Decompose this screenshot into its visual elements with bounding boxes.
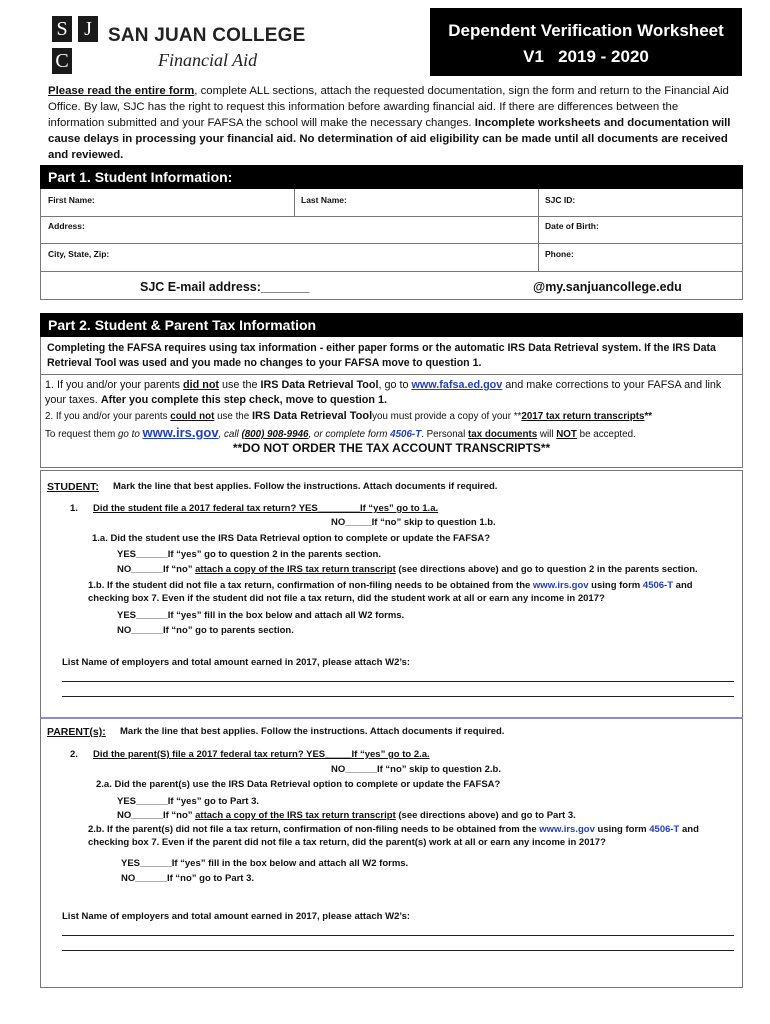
student-employers-line-1[interactable] <box>62 681 734 682</box>
item2-transcripts: 2017 tax return transcripts <box>521 411 645 422</box>
student-instruction: Mark the line that best applies. Follow the instructions. Attach documents if required. <box>113 481 498 492</box>
q2a-no-a: NO______If “no” <box>117 810 196 821</box>
form-title-box <box>430 8 742 76</box>
item1-f: and make corrections to your FAFSA and link your taxes. <box>45 379 722 406</box>
email-domain: @my.sanjuancollege.edu <box>533 280 682 294</box>
department-name: Financial Aid <box>158 50 258 70</box>
request-h: NOT <box>556 429 577 440</box>
part2-intro: Completing the FAFSA requires using tax information - either paper forms or the automatic IRS Data Retrieval system. If the IRS Data Retrieval Tool was used and you made no changes to your FAFSA move to question 1. <box>47 342 716 369</box>
first-name-field[interactable]: First Name: <box>48 195 95 205</box>
request-text <box>45 425 739 442</box>
irs-link[interactable]: www.irs.gov <box>142 425 219 440</box>
logo-letter-c: C <box>52 48 72 74</box>
item2-c: use the <box>214 411 252 422</box>
do-not-order-warning: **DO NOT ORDER THE TAX ACCOUNT TRANSCRIPTS** <box>232 441 551 455</box>
request-e: . Personal <box>421 429 469 440</box>
q2-number: 2. <box>70 749 78 760</box>
q1-question <box>93 502 438 515</box>
intro-lead: Please read the entire form <box>48 85 195 97</box>
parent-employers-label: List Name of employers and total amount earned in 2017, please attach W2’s: <box>62 911 411 922</box>
q2b-no-option[interactable]: NO______If “no” go to Part 3. <box>121 873 255 884</box>
request-i: be accepted. <box>576 429 636 440</box>
parent-employers-line-2[interactable] <box>62 950 734 951</box>
form-title: Dependent Verification Worksheet <box>448 21 724 40</box>
q2-no-option[interactable]: NO______If “no” skip to question 2.b. <box>331 764 501 775</box>
q1a-question: 1.a. Did the student use the IRS Data Retrieval option to complete or update the FAFSA? <box>92 533 490 544</box>
request-b: go to <box>117 429 143 440</box>
q1b-question <box>88 579 728 605</box>
q1b-form: 4506-T <box>642 580 674 591</box>
last-name-field[interactable]: Last Name: <box>301 195 347 205</box>
q2b-question <box>88 823 728 849</box>
request-f: tax documents <box>468 429 538 440</box>
fafsa-link[interactable]: www.fafsa.ed.gov <box>411 379 503 391</box>
q1b-c: and checking box 7. Even if the student did not file a tax return, did the student work at all or earn any income in 2017? <box>88 580 693 604</box>
parent-label: PARENT(s): <box>47 726 106 738</box>
q1b-yes-option[interactable]: YES______If “yes” fill in the box below and attach all W2 forms. <box>117 610 405 621</box>
item1-g: After you complete this step check, move to question 1. <box>100 394 387 406</box>
email-field[interactable]: SJC E-mail address:_______ <box>140 280 310 294</box>
student-employers-line-2[interactable] <box>62 696 734 697</box>
q1b-irs-link[interactable]: www.irs.gov <box>532 580 589 591</box>
item1-drt: IRS Data Retrieval Tool <box>260 379 379 391</box>
q2b-b: using form <box>594 824 650 835</box>
request-c: , call <box>218 429 242 440</box>
request-d: , or complete form <box>308 429 391 440</box>
q2a-no-b: attach a copy of the IRS tax return transcript <box>195 810 396 821</box>
item2-a: 2. If you and/or your parents <box>45 411 171 422</box>
city-state-zip-field[interactable]: City, State, Zip: <box>48 249 110 259</box>
logo-blank <box>78 48 100 76</box>
parent-employers-line-1[interactable] <box>62 935 734 936</box>
intro-warning: Incomplete worksheets and documentation will cause delays in processing your financial aid. No determination of aid eligibility can be made until all documents are received and reviewed. <box>48 117 731 161</box>
item2-e: you must provide a copy of your ** <box>372 411 522 422</box>
q1a-no-option[interactable] <box>117 563 737 576</box>
q1a-yes-option[interactable]: YES______If “yes” go to question 2 in the parents section. <box>117 549 381 560</box>
logo-letter-j: J <box>78 16 98 42</box>
intro-text: , complete ALL sections, attach the requested documentation, sign the form and return to the Financial Aid Office. By law, SJC has the right to request this information before awarding financial aid. If there are differences between the information submitted and your FAFSA the school will make the necessary changes. <box>48 85 729 129</box>
sjc-id-field[interactable]: SJC ID: <box>545 195 576 205</box>
q2b-irs-link[interactable]: www.irs.gov <box>539 824 595 835</box>
q1b-b: using form <box>588 580 643 591</box>
q2b-yes-option[interactable]: YES______If “yes” fill in the box below and attach all W2 forms. <box>121 858 409 869</box>
form-4506t: 4506-T <box>390 429 422 440</box>
part2-header: Part 2. Student & Parent Tax Information <box>40 313 743 337</box>
student-label: STUDENT: <box>47 481 99 493</box>
student-employers-label: List Name of employers and total amount earned in 2017, please attach W2’s: <box>62 657 411 668</box>
dob-field[interactable]: Date of Birth: <box>545 221 599 231</box>
intro-paragraph <box>48 83 736 163</box>
item1-c: use the <box>219 379 261 391</box>
item1-e: , go to <box>378 379 412 391</box>
logo-letter-s: S <box>52 16 72 42</box>
q2b-a: 2.b. If the parent(s) did not file a tax return, confirmation of non-filing needs to be obtained from the <box>88 824 540 835</box>
item1-text <box>45 378 739 408</box>
phone-field[interactable]: Phone: <box>545 249 574 259</box>
q2-text[interactable]: Did the parent(S) file a 2017 federal tax return? YES_____If “yes” go to 2.a. <box>93 749 430 760</box>
q1-number: 1. <box>70 503 78 514</box>
q2-question <box>93 748 430 761</box>
item2-could-not: could not <box>170 411 215 422</box>
q1b-a: 1.b. If the student did not file a tax return, confirmation of non-filing needs to be obtained from the <box>88 580 533 591</box>
parent-instruction: Mark the line that best applies. Follow the instructions. Attach documents if required. <box>120 726 505 737</box>
q1b-no-option[interactable]: NO______If “no” go to parents section. <box>117 625 294 636</box>
address-field[interactable]: Address: <box>48 221 85 231</box>
q1a-no-a: NO______If “no” <box>117 564 196 575</box>
q2a-no-option[interactable] <box>117 809 737 822</box>
request-g: will <box>537 429 557 440</box>
form-version: V1 2019 - 2020 <box>523 47 649 66</box>
q2b-form: 4506-T <box>649 824 680 835</box>
irs-phone: (800) 908-9946 <box>241 429 309 440</box>
item1-a: 1. If you and/or your parents <box>45 379 184 391</box>
q2a-question: 2.a. Did the parent(s) use the IRS Data Retrieval option to complete or update the FAFSA? <box>96 779 501 790</box>
item2-text <box>45 409 739 424</box>
item2-drt: IRS Data Retrieval Tool <box>251 410 373 422</box>
q2a-yes-option[interactable]: YES______If “yes” go to Part 3. <box>117 796 260 807</box>
q1a-no-b: attach a copy of the IRS tax return transcript <box>195 564 396 575</box>
college-name: SAN JUAN COLLEGE <box>108 25 306 46</box>
item1-did-not: did not <box>183 379 220 391</box>
q2a-no-c: (see directions above) and go to Part 3. <box>395 810 576 821</box>
request-a: To request them <box>45 429 118 440</box>
item2-g: ** <box>644 411 653 422</box>
part1-header: Part 1. Student Information: <box>40 165 743 189</box>
q1-no-option[interactable]: NO_____If “no” skip to question 1.b. <box>331 517 496 528</box>
q2b-c: and checking box 7. Even if the parent did not file a tax return, did the parent(s) work at all or earn any income in 2017? <box>88 824 699 848</box>
q1-text[interactable]: Did the student file a 2017 federal tax return? YES________If “yes” go to 1.a. <box>93 503 439 514</box>
q1a-no-c: (see directions above) and go to question 2 in the parents section. <box>395 564 698 575</box>
